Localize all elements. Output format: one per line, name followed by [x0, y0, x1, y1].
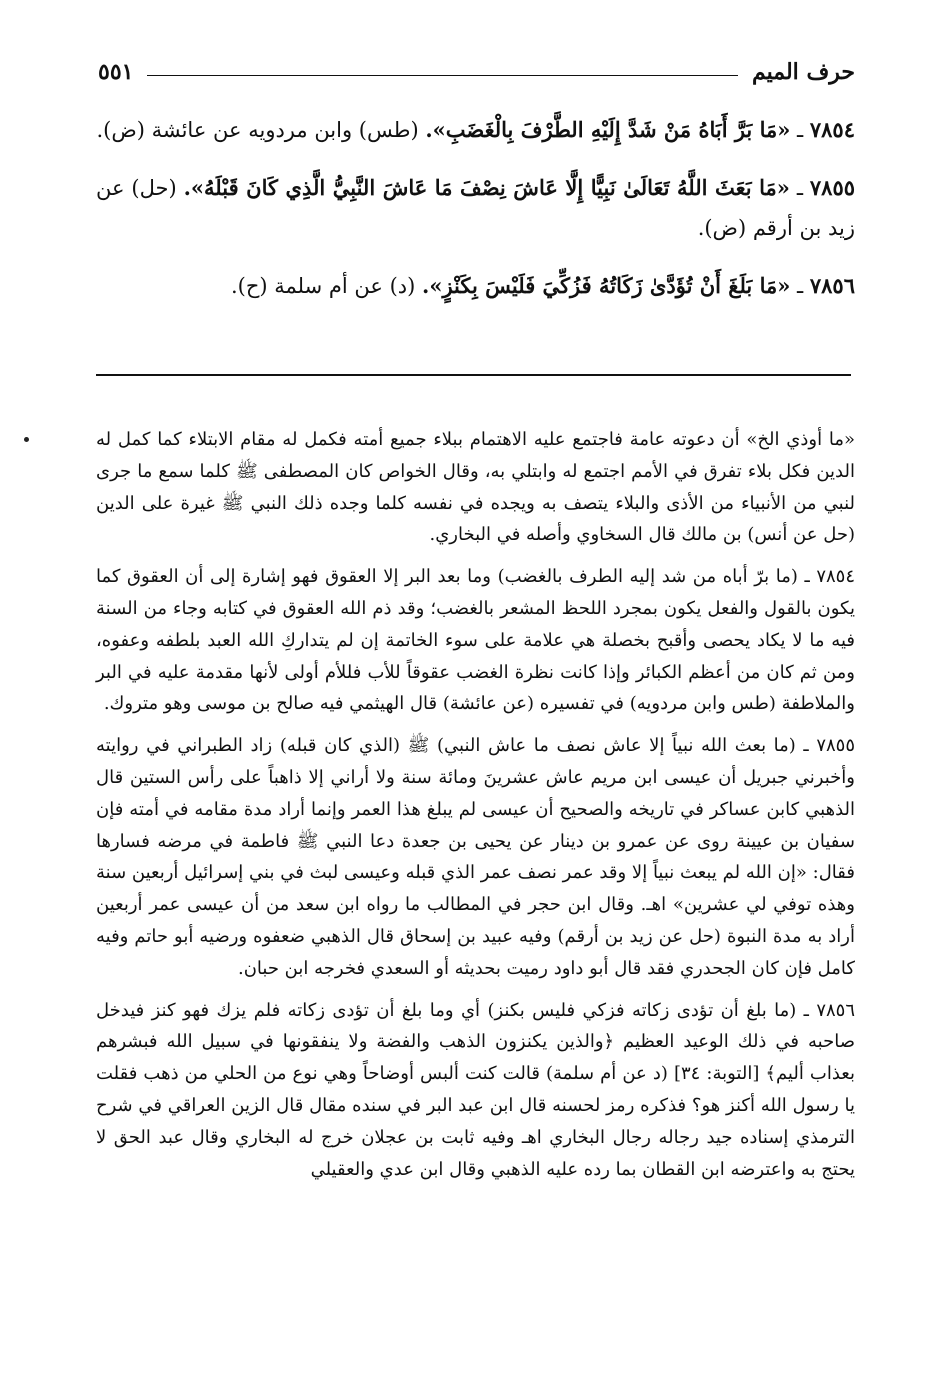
hadith-list [96, 110, 855, 324]
section-separator [96, 374, 851, 376]
hadith-entry: ٧٨٥٤ ـ «مَا بَرَّ أَبَاهُ مَنْ شَدَّ إِلَيْهِ الطَّرْفَ بِالْغَضَبِ». (طس) وابن مردويه عن عائشة (ض). [96, 117, 855, 142]
page-number: ٥٥١ [98, 59, 134, 85]
hadith-number: ٧٨٥٤ [809, 117, 855, 142]
hadith-source: (طس) وابن مردويه عن عائشة (ض). [96, 118, 419, 142]
commentary [96, 424, 855, 1195]
hadith-number: ٧٨٥٥ [809, 175, 856, 200]
hadith-entry: ٧٨٥٥ ـ «مَا بَعَثَ اللَّهُ تَعَالَىٰ نَبِيًّا إِلَّا عَاشَ نِصْفَ مَا عَاشَ النَّبِيُّ الَّذِي كَانَ قَبْلَهُ». (حل) عن زيد بن أرقم (ض). [96, 175, 856, 240]
hadith-text: «مَا بَلَغَ أَنْ تُؤَدَّىٰ زَكَاتُهُ فَزُكِّيَ فَلَيْسَ بِكَنْزٍ». [422, 273, 791, 298]
hadith-source: (حل) عن زيد بن أرقم (ض). [96, 176, 855, 240]
hadith-source: (د) عن أم سلمة (ح). [230, 274, 416, 298]
hadith-number: ٧٨٥٦ [809, 273, 855, 298]
page-header [98, 52, 855, 92]
header-rule [147, 75, 738, 76]
commentary-paragraph: ٧٨٥٤ ـ (ما برّ أباه من شد إليه الطرف بالغضب) وما بعد البر إلا العقوق فهو إشارة إلى أن العقوق كما يكون بالقول والفعل يكون بمجرد اللحظ المشعر بالغضب؛ وقد ذم الله العقوق في كتابه وجاء من السنة فيه ما لا يكاد يحصى وأقبح بخصلة هي علامة على سوء الخاتمة إن لم يتداركِ الله العبد بلطفه وعفوه، ومن ثم كان من أعظم الكبائر وإذا كانت نظرة الغضب عقوقاً للأب فللأم أولى لأنها مقدمة عليه في البر والملاطفة (طس وابن مردويه) في تفسيره (عن عائشة) قال الهيثمي فيه صالح بن موسى وهو متروك. [96, 566, 855, 715]
hadith-text: «مَا بَرَّ أَبَاهُ مَنْ شَدَّ إِلَيْهِ الطَّرْفَ بِالْغَضَبِ». [425, 117, 791, 142]
commentary-paragraph: ٧٨٥٦ ـ (ما بلغ أن تؤدى زكاته فزكي فليس بكنز) أي وما بلغ أن تؤدى زكاته فلم يزك فهو كنز فيدخل صاحبه في ذلك الوعيد العظيم ﴿والذين يكنزون الذهب والفضة ولا ينفقونها في سبيل الله فبشرهم بعذاب أليم﴾ [التوبة: ٣٤] (د عن أم سلمة) قالت كنت ألبس أوضاحاً وهي نوع من الحلي من ذهب فقلت يا رسول الله أكنز هو؟ فذكره رمز لحسنه قال ابن عبد البر في سنده مقال قال الزين العراقي في شرح الترمذي إسناده جيد رجاله رجال البخاري اهـ وفيه ثابت بن عجلان خرج له البخاري وقال عبد الحق لا يحتج به واعترضه ابن القطان بما رده عليه الذهبي وقال ابن عدي والعقيلي [96, 999, 855, 1180]
margin-dot [24, 437, 29, 442]
commentary-paragraph: ٧٨٥٥ ـ (ما بعث الله نبياً إلا عاش نصف ما عاش النبي) ﷺ (الذي كان قبله) زاد الطبراني في روايته وأخبرني جبريل أن عيسى ابن مريم عاش عشرينَ ومائة سنة ولا أراني إلا ذاهباً على رأس الستين قال الذهبي كابن عساكر في تاريخه والصحيح أن عيسى لم يبلغ هذا العمر وإنما أراد مدة مقامه في أمته فإن سفيان بن عيينة روى عن عمرو بن دينار عن يحيى بن جعدة دعا النبي ﷺ فاطمة في مرضه فسارها فقال: «إن الله لم يبعث نبياً إلا وقد عمر نصف عمر الذي قبله وعيسى لبث في بني إسرائيل أربعين سنة وهذه توفي لي عشرين» اهـ. وقال ابن حجر في المطالب ما رواه ابن سعد من أن عيسى عمر أربعين أراد به مدة النبوة (حل عن زيد بن أرقم) وفيه عبيد بن إسحاق قال الذهبي ضعفوه ورضيه أبو حاتم وفيه كامل فإن كان الجحدري فقد قال أبو داود رميت بحديثه أو السعدي فخرجه ابن حبان. [96, 735, 855, 979]
running-title: حرف الميم [751, 59, 855, 85]
commentary-paragraph: «ما أوذي الخ» أن دعوته عامة فاجتمع عليه الاهتمام ببلاء جميع أمته فكمل له مقام الابتلاء كما كمل له الدين فكل بلاء تفرق في الأمم اجتمع له وابتلي به، وقال الخواص كان المصطفى ﷺ كلما سمع ما جرى لنبي من الأنبياء من الأذى والبلاء يتصف به ويجده في نفسه كلما وجده ذلك النبي ﷺ غيرة على الدين (حل عن أنس) بن مالك قال السخاوي وأصله في البخاري. [96, 429, 855, 546]
hadith-entry: ٧٨٥٦ ـ «مَا بَلَغَ أَنْ تُؤَدَّىٰ زَكَاتُهُ فَزُكِّيَ فَلَيْسَ بِكَنْزٍ». (د) عن أم سلمة (ح). [230, 273, 855, 298]
hadith-text: «مَا بَعَثَ اللَّهُ تَعَالَىٰ نَبِيًّا إِلَّا عَاشَ نِصْفَ مَا عَاشَ النَّبِيُّ الَّذِي كَانَ قَبْلَهُ». [183, 175, 790, 200]
